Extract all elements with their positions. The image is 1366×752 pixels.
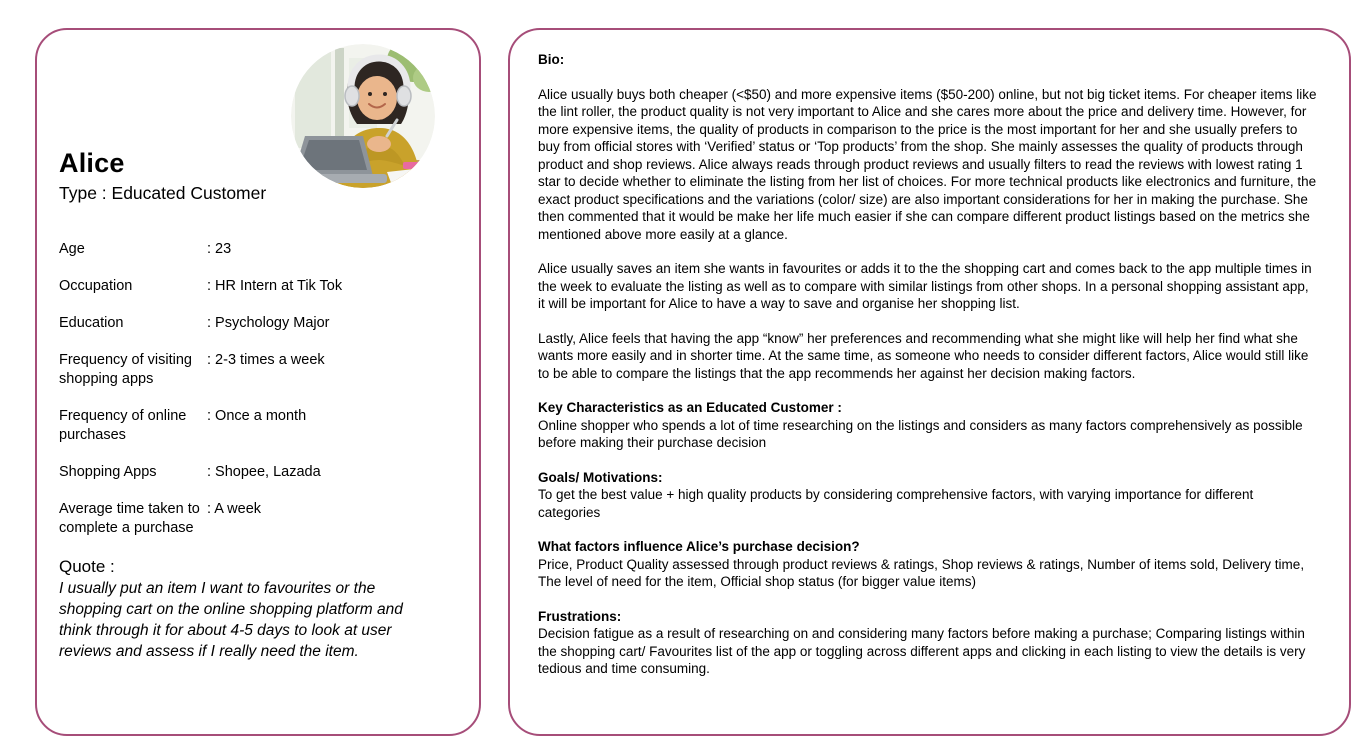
attribute-value: : 23 — [207, 241, 232, 257]
persona-type: Type : Educated Customer — [59, 183, 267, 203]
quote-text: I usually put an item I want to favourites or the shopping cart on the online shopping platform and think through it for about 4-5 days to look at user reviews and assess if I really need the item. — [59, 580, 403, 660]
persona-photo-illustration — [291, 44, 435, 188]
attribute-row-education — [59, 314, 451, 333]
attribute-value: : Once a month — [207, 408, 307, 424]
section-key-characteristics — [538, 399, 1319, 452]
section-heading: What factors influence Alice’s purchase decision? — [538, 539, 860, 554]
attribute-label: Education — [59, 315, 124, 331]
persona-name: Alice — [59, 148, 125, 178]
attribute-label: Occupation — [59, 278, 133, 294]
attribute-value: : 2-3 times a week — [207, 352, 325, 368]
attribute-label: Frequency of visiting shopping apps — [59, 352, 192, 387]
section-body: Online shopper who spends a lot of time researching on the listings and considers as many factors comprehensively as possible before making their purchase decision — [538, 417, 1303, 450]
attribute-value: : A week — [207, 501, 262, 517]
persona-attributes — [59, 240, 451, 538]
section-heading: Key Characteristics as an Educated Customer : — [538, 400, 842, 415]
persona-detail-card — [508, 28, 1351, 736]
attribute-row-age — [59, 240, 451, 259]
bio-paragraph-2: Alice usually saves an item she wants in favourites or adds it to the the shopping cart and comes back to the app multiple times in the week to evaluate the listing as well as to compare with similar listings from other shops. In a personal shopping assistant app, it will be important for Alice to have a way to save and organise her shopping list. — [538, 261, 1312, 311]
section-purchase-factors — [538, 538, 1319, 591]
section-heading: Goals/ Motivations: — [538, 469, 663, 485]
attribute-value: : Shopee, Lazada — [207, 464, 321, 480]
section-body: To get the best value + high quality products by considering comprehensive factors, with varying importance for different categories — [538, 487, 1254, 520]
quote-label: Quote : — [59, 557, 115, 576]
attribute-row-visit-frequency — [59, 351, 451, 389]
attribute-label: Frequency of online purchases — [59, 408, 187, 443]
section-body: Price, Product Quality assessed through product reviews & ratings, Shop reviews & ratings, Number of items sold, Delivery time, The level of need for the item, Official shop status (for bigger value items) — [538, 556, 1305, 589]
attribute-label: Average time taken to complete a purchase — [59, 501, 200, 536]
persona-quote — [59, 556, 419, 662]
bio-paragraph-1: Alice usually buys both cheaper (<$50) and more expensive items ($50-200) online, but not big ticket items. For cheaper items like the lint roller, the product quality is not very important to Alice and she cares more about the price and delivery time. However, for more expensive items, the quality of products in comparison to the price is the most important for her and she usually prefers to buy from official stores with ‘Verified’ status or ‘Top products’ from the shop. She mainly assesses the quality of products through product and shop reviews. Alice always reads through product reviews and usually filters to read the reviews with lowest rating 1 star to decide whether to eliminate the listing from her list of choices. For more technical products like electronics and furniture, the exact product specifications and the variations (color/ size) are also important considerations for her in making the purchase. She then commented that it would be make her life much easier if she can compare different product listings based on the metrics she mentioned above more easily at a glance. — [538, 86, 1317, 242]
section-body: Decision fatigue as a result of researching on and considering many factors before making a purchase; Comparing listings within the shopping cart/ Favourites list of the app or toggling across different apps and clicking in each listing to view the details is very tedious and time consuming. — [538, 626, 1306, 676]
attribute-row-occupation — [59, 277, 451, 296]
attribute-value: : HR Intern at Tik Tok — [207, 278, 343, 294]
bio-heading: Bio: — [538, 52, 565, 67]
section-frustrations — [538, 608, 1319, 678]
persona-photo-icon — [291, 44, 435, 188]
attribute-label: Age — [59, 241, 85, 257]
attribute-value: : Psychology Major — [207, 315, 330, 331]
persona-summary-card — [35, 28, 481, 736]
attribute-row-purchase-frequency — [59, 407, 451, 445]
attribute-row-shopping-apps — [59, 463, 451, 482]
attribute-label: Shopping Apps — [59, 464, 157, 480]
section-goals-motivations — [538, 469, 1319, 522]
section-heading: Frustrations: — [538, 608, 622, 624]
attribute-row-average-time — [59, 500, 451, 538]
bio-paragraph-3: Lastly, Alice feels that having the app “know” her preferences and recommending what she might like will help her find what she wants more easily and in shorter time. At the same time, as someone who needs to consider different factors, Alice would still like to be able to compare the listings that the app recommends her against her decision making factors. — [538, 330, 1309, 381]
